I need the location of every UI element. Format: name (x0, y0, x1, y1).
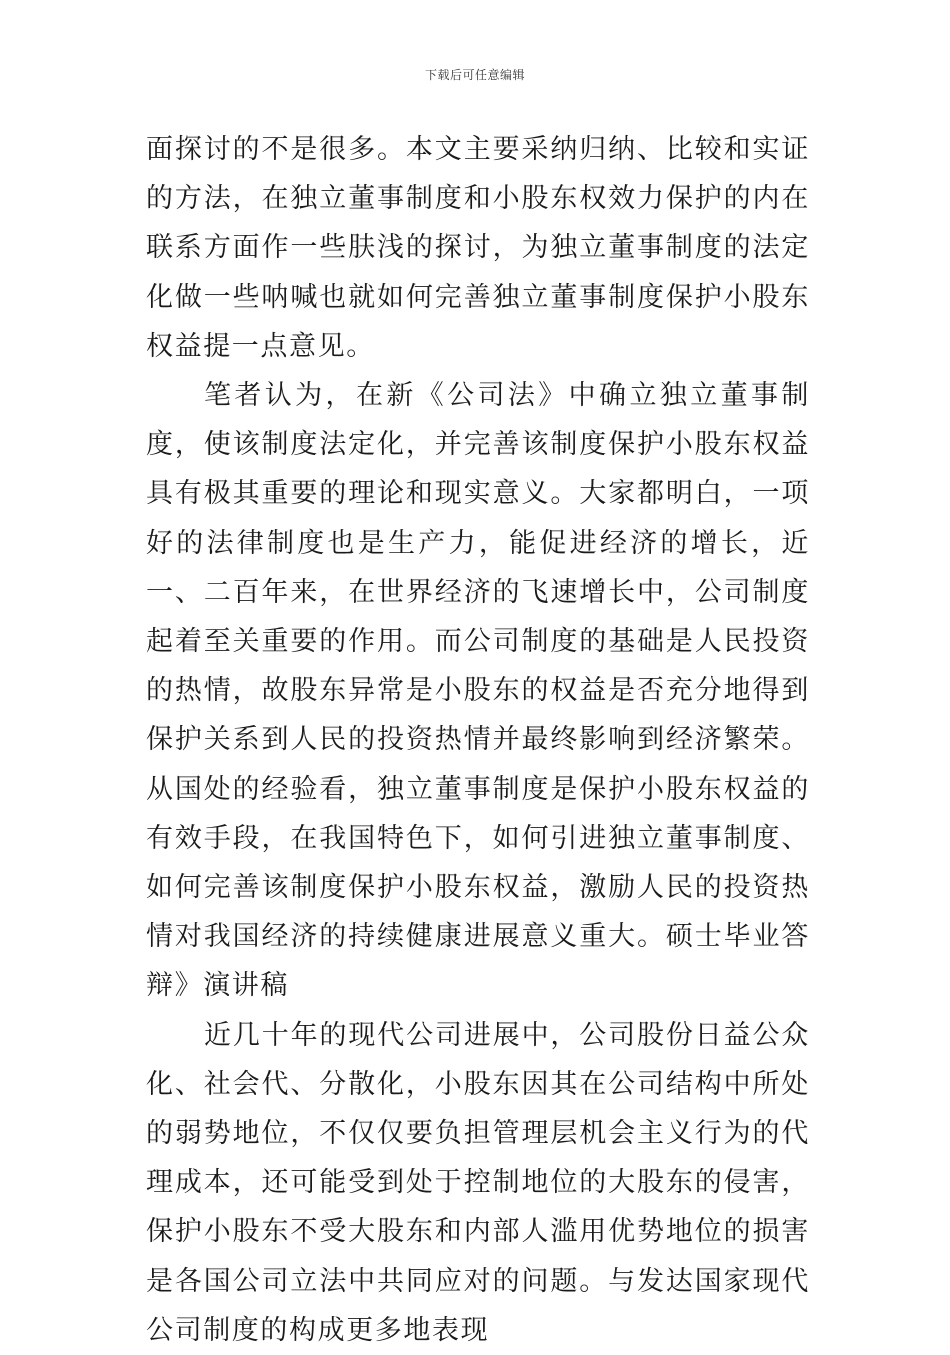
paragraph-3: 近几十年的现代公司进展中，公司股份日益公众化、社会代、分散化，小股东因其在公司结构中所处的弱势地位，不仅仅要负担管理层机会主义行为的代理成本，还可能受到处于控制地位的大股东的侵害，保护小股东不受大股东和内部人滥用优势地位的损害是各国公司立法中共同应对的问题。与发达国家现代公司制度的构成更多地表现 (146, 1019, 810, 1346)
paragraph-1: 面探讨的不是很多。本文主要采纳归纳、比较和实证的方法，在独立董事制度和小股东权效力保护的内在联系方面作一些肤浅的探讨，为独立董事制度的法定化做一些呐喊也就如何完善独立董事制度保护小股东权益提一点意见。 (146, 134, 810, 362)
document-body (146, 125, 810, 1355)
paragraph-2: 笔者认为，在新《公司法》中确立独立董事制度，使该制度法定化，并完善该制度保护小股东权益具有极其重要的理论和现实意义。大家都明白，一项好的法律制度也是生产力，能促进经济的增长，近一、二百年来，在世界经济的飞速增长中，公司制度起着至关重要的作用。而公司制度的基础是人民投资的热情，故股东异常是小股东的权益是否充分地得到保护关系到人民的投资热情并最终影响到经济繁荣。从国处的经验看，独立董事制度是保护小股东权益的有效手段，在我国特色下，如何引进独立董事制度、如何完善该制度保护小股东权益，激励人民的投资热情对我国经济的持续健康进展意义重大。硕士毕业答辩》演讲稿 (146, 380, 810, 1002)
page-header-note: 下载后可任意编辑 (424, 68, 525, 82)
